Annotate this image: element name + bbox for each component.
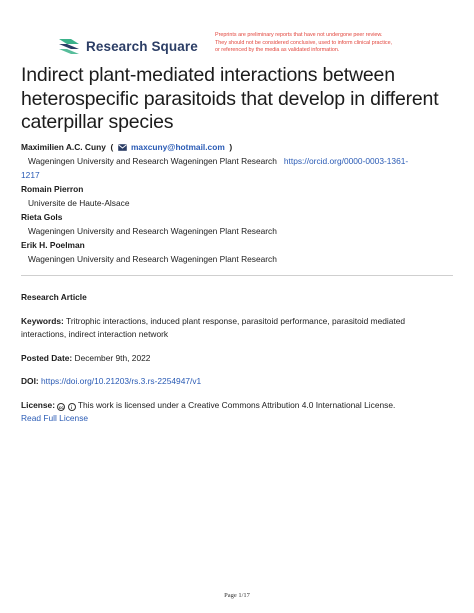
doi-link[interactable]: https://doi.org/10.21203/rs.3.rs-2254947/v1 [41,376,202,386]
author-affiliation: Universite de Haute-Alsace [28,198,130,208]
posted-date-label: Posted Date: [21,353,73,363]
header [57,32,424,62]
keywords-text: Tritrophic interactions, induced plant response, parasitoid performance, parasitoid mediated [66,316,406,326]
license-label: License: [21,400,55,410]
attribution-icon: i [68,403,76,411]
disclaimer-line: Preprints are preliminary reports that have not undergone peer review. [215,32,383,38]
paper-title [21,64,461,135]
title-line: heterospecific parasitoids that develop in different [21,87,439,110]
author-name: Maximilien A.C. Cuny [21,142,106,152]
orcid-link[interactable]: https://orcid.org/0000-0003-1361- [283,156,409,166]
posted-date [21,352,453,365]
envelope-icon [118,144,127,151]
author-entry [21,140,461,154]
title-line: Indirect plant-mediated interactions between [21,64,395,86]
keywords-text-cont: interactions, indirect interaction network [21,328,169,339]
disclaimer-line: or referenced by the media as validated information. [215,47,340,53]
author-affiliation: Wageningen University and Research Wageningen Plant Research [28,226,277,236]
email-open-paren: ( [108,142,114,152]
orcid-link-tail[interactable]: 1217 [21,170,40,180]
license-text: This work is licensed under a Creative Commons Attribution 4.0 International License. [77,400,396,410]
author-email-link[interactable]: maxcuny@hotmail.com [130,142,225,152]
posted-date-value: December 9th, 2022 [74,353,151,363]
preprint-disclaimer [215,32,430,55]
creative-commons-icon: cc [58,405,64,410]
logo-text: Research Square [86,38,198,54]
email-close-paren: ) [227,142,233,152]
disclaimer-line: They should not be considered conclusive, used to inform clinical practice, [215,39,393,46]
page-number: Page 1/17 [224,592,250,599]
author-list [21,140,461,266]
author-name: Romain Pierron [21,184,84,194]
author-name: Erik H. Poelman [21,240,85,250]
article-type-label: Research Article [21,292,87,302]
keywords-label: Keywords: [21,316,64,326]
license-section [21,399,453,424]
research-square-logo[interactable] [57,37,198,55]
section-divider [21,275,453,276]
title-line: caterpillar species [21,111,174,133]
read-full-license-link[interactable]: Read Full License [21,412,89,423]
doi-section [21,375,453,388]
author-affiliation [21,154,461,168]
article-type [21,291,453,304]
author-affiliation: Wageningen University and Research Wageningen Plant Research [28,254,277,264]
keywords-section [21,315,453,340]
research-square-logo-icon [57,37,81,55]
orcid-link-continuation[interactable] [21,168,461,182]
doi-label: DOI: [21,376,39,386]
affiliation-text: Wageningen University and Research Wageningen Plant Research [28,156,277,166]
author-name: Rieta Gols [21,212,63,222]
